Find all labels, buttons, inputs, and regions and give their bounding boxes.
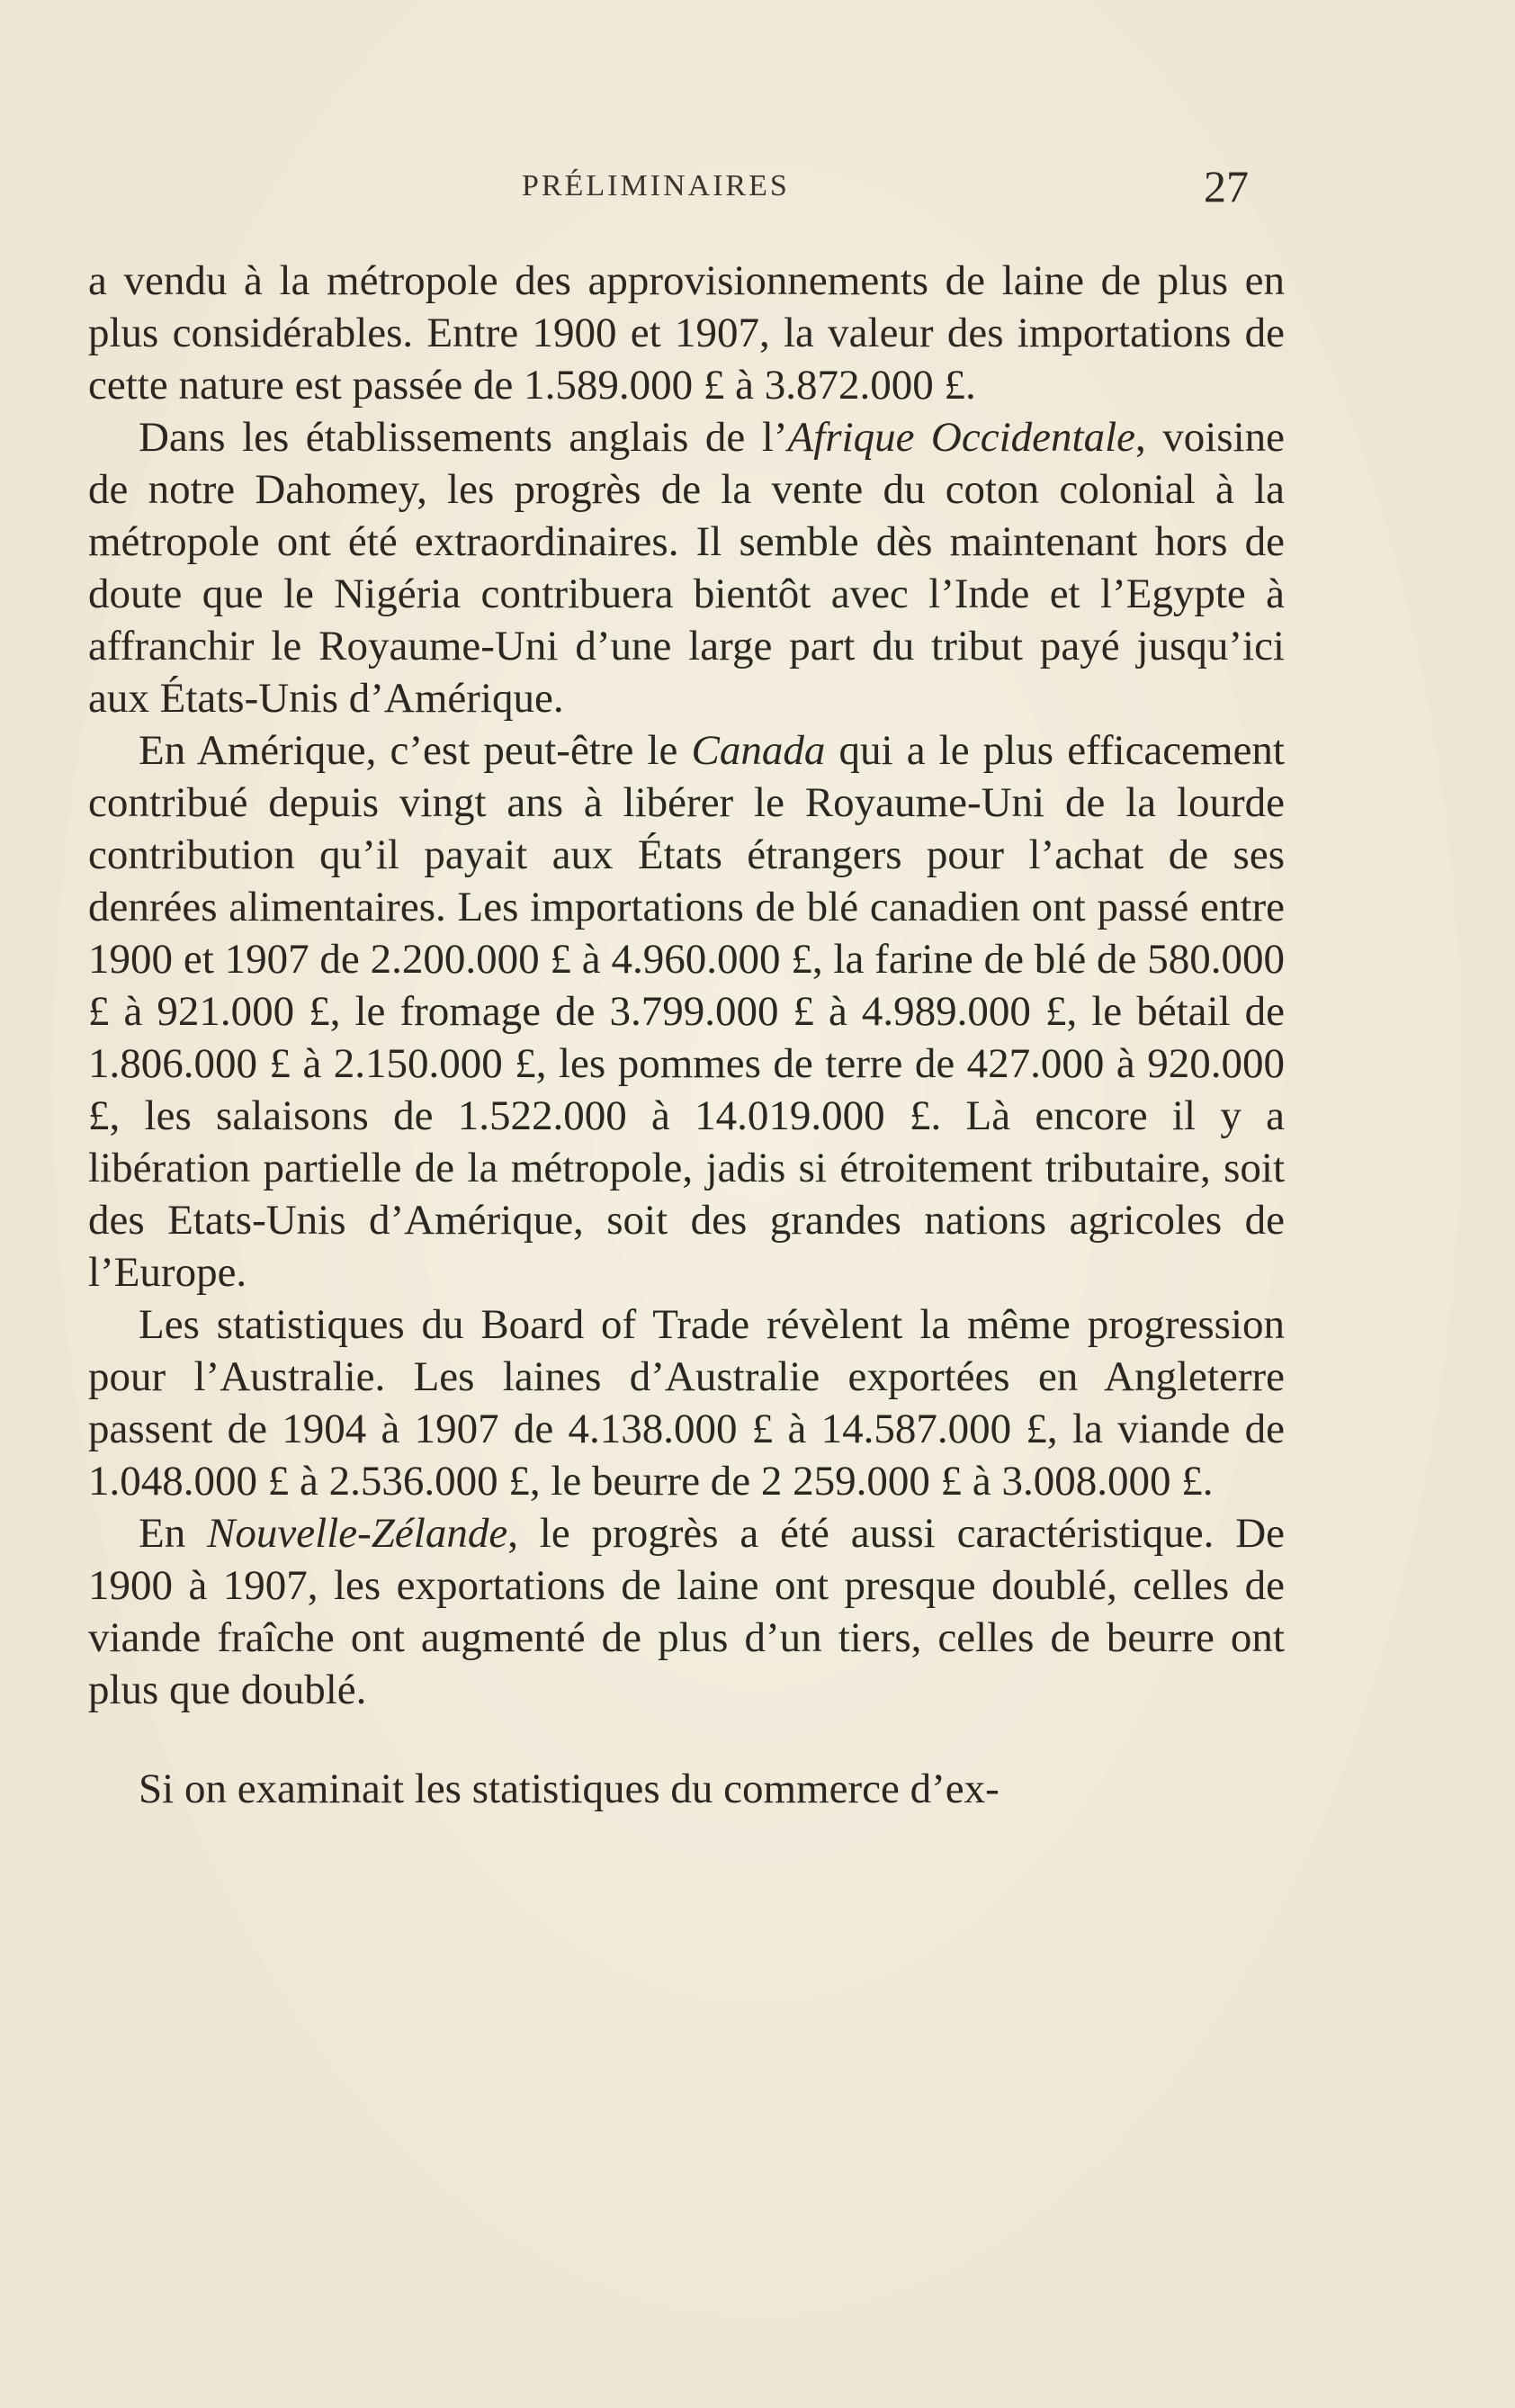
body-text (88, 255, 1285, 1815)
paragraph-west-africa: Dans les établissements anglais de l’Afrique Occidentale, voisine de notre Dahomey, les progrès de la vente du coton colonial à la métropole ont été extraordinaires. Il semble dès maintenant hors de doute que le Nigéria contribuera bientôt avec l’Inde et l’Egypte à affranchir le Royaume-Uni d’une large part du tribut payé jusqu’ici aux États-Unis d’Amérique. (88, 414, 1285, 722)
paragraph-canada: En Amérique, c’est peut-être le Canada qui a le plus efficacement contribué depuis vingt ans à libérer le Royaume-Uni de la lourde contribution qu’il payait aux États étrangers pour l’achat de ses denrées alimentaires. Les importations de blé canadien ont passé entre 1900 et 1907 de 2.200.000 £ à 4.960.000 £, la farine de blé de 580.000 £ à 921.000 £, le fromage de 3.799.000 £ à 4.989.000 £, le bétail de 1.806.000 £ à 2.150.000 £, les pommes de terre de 427.000 à 920.000 £, les salaisons de 1.522.000 à 14.019.000 £. Là encore il y a libération partielle de la métropole, jadis si étroitement tributaire, soit des Etats-Unis d’Amérique, soit des grandes nations agricoles de l’Europe. (88, 727, 1285, 1296)
italic-place-name: Canada (691, 727, 826, 774)
page-number: 27 (1204, 161, 1249, 211)
running-head (0, 160, 1515, 214)
paragraph-australia-wool: a vendu à la métropole des approvisionnements de laine de plus en plus considérables. Entre 1900 et 1907, la valeur des importations de cette nature est passée de 1.589.000 £ à 3.872.000 £. (88, 257, 1285, 409)
paragraph-new-zealand: En Nouvelle-Zélande, le progrès a été aussi caractéristique. De 1900 à 1907, les exportations de laine ont presque doublé, celles de viande fraîche ont augmenté de plus d’un tiers, celles de beurre ont plus que doublé. (88, 1510, 1285, 1713)
italic-place-name: Afrique Occidentale (787, 414, 1135, 461)
paragraph-continuation: Si on examinait les statistiques du commerce d’ex- (139, 1766, 1000, 1812)
italic-place-name: Nouvelle-Zélande (207, 1510, 508, 1557)
paragraph-australia: Les statistiques du Board of Trade révèlent la même progression pour l’Australie. Les laines d’Australie exportées en Angleterre passent de 1904 à 1907 de 4.138.000 £ à 14.587.000 £, la viande de 1.048.000 £ à 2.536.000 £, le beurre de 2 259.000 £ à 3.008.000 £. (88, 1301, 1285, 1505)
section-title: PRÉLIMINAIRES (522, 169, 790, 202)
